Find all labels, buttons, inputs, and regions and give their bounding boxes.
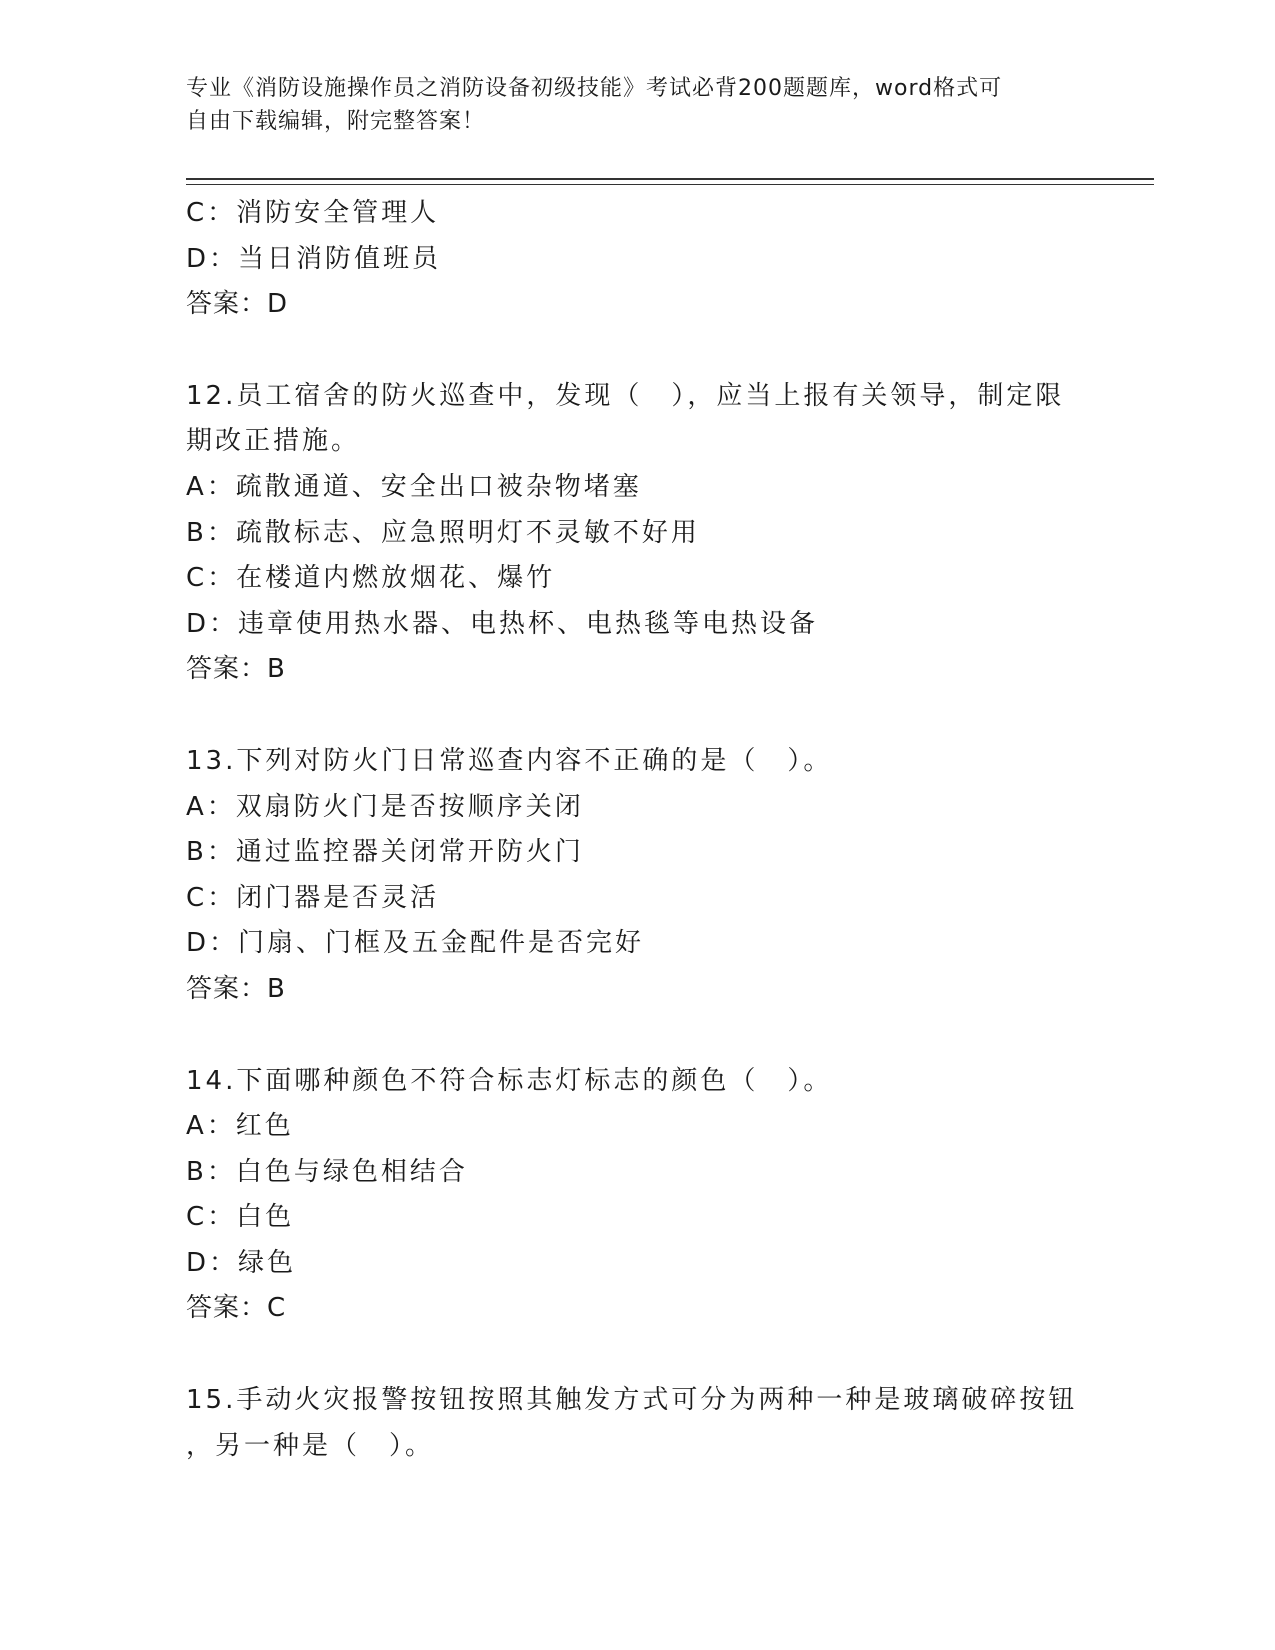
question-text: 13.下列对防火门日常巡查内容不正确的是（ ）。 <box>186 745 833 776</box>
header-line-1: 专业《消防设施操作员之消防设备初级技能》考试必背200题题库，word格式可 <box>186 76 1003 101</box>
option-a: A：双扇防火门是否按顺序关闭 <box>186 791 584 822</box>
option-a: A：红色 <box>186 1111 294 1142</box>
question-14 <box>186 1059 1086 1333</box>
question-spacer <box>186 328 1086 374</box>
option-d: D：绿色 <box>186 1247 297 1278</box>
question-13 <box>186 739 1086 1013</box>
question-15 <box>186 1378 1086 1469</box>
option-d: D：违章使用热水器、电热杯、电热毯等电热设备 <box>186 608 819 639</box>
option-b: B：疏散标志、应急照明灯不灵敏不好用 <box>186 517 700 548</box>
question-text: 12.员工宿舍的防火巡查中，发现（ ），应当上报有关领导，制定限 <box>186 380 1065 411</box>
option-d: D：门扇、门框及五金配件是否完好 <box>186 928 645 959</box>
answer-line: 答案：C <box>186 1293 287 1324</box>
option-c: C：在楼道内燃放烟花、爆竹 <box>186 563 556 594</box>
option-c: C：白色 <box>186 1202 295 1233</box>
question-12 <box>186 374 1086 693</box>
question-text: 期改正措施。 <box>186 426 361 457</box>
option-c: C：闭门器是否灵活 <box>186 882 440 913</box>
option-c: C：消防安全管理人 <box>186 198 440 228</box>
question-spacer <box>186 1013 1086 1059</box>
answer-line: 答案：B <box>186 973 286 1004</box>
option-a: A：疏散通道、安全出口被杂物堵塞 <box>186 471 642 502</box>
option-b: B：通过监控器关闭常开防火门 <box>186 837 584 868</box>
header-divider-thin <box>186 184 1154 185</box>
question-spacer <box>186 1332 1086 1378</box>
header-line-2: 自由下载编辑，附完整答案！ <box>186 109 486 134</box>
question-spacer <box>186 693 1086 739</box>
question-text: 15.手动火灾报警按钮按照其触发方式可分为两种一种是玻璃破碎按钮 <box>186 1385 1078 1416</box>
header-divider-thick <box>186 178 1154 180</box>
option-b: B：白色与绿色相结合 <box>186 1156 468 1187</box>
document-header <box>186 72 1086 138</box>
question-text: 14.下面哪种颜色不符合标志灯标志的颜色（ ）。 <box>186 1065 833 1096</box>
question-list <box>186 191 1086 1469</box>
answer-line: 答案：D <box>186 289 289 320</box>
question-11-continuation <box>186 191 1086 328</box>
answer-line: 答案：B <box>186 654 286 685</box>
question-text: ，另一种是（ ）。 <box>186 1430 435 1461</box>
option-d: D：当日消防值班员 <box>186 243 442 274</box>
